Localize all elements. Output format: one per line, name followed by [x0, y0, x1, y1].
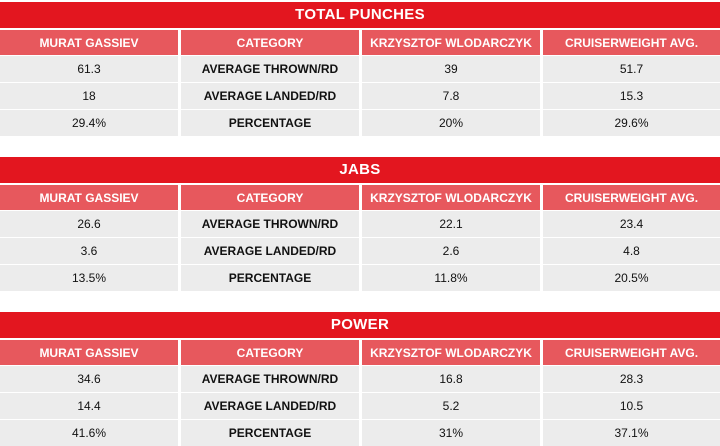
table-cell: 14.4: [0, 393, 178, 419]
column-header: MURAT GASSIEV: [0, 30, 178, 55]
table-cell: 29.4%: [0, 110, 178, 136]
table-header-row: [0, 340, 720, 365]
table-row: [0, 56, 720, 82]
section-power: [0, 312, 720, 446]
table-cell: 11.8%: [362, 265, 540, 291]
column-header: CRUISERWEIGHT AVG.: [543, 340, 720, 365]
table-cell: 39: [362, 56, 540, 82]
table-cell: 29.6%: [543, 110, 720, 136]
table-row: [0, 110, 720, 136]
category-cell: AVERAGE LANDED/RD: [181, 393, 359, 419]
table-cell: 34.6: [0, 366, 178, 392]
table-cell: 31%: [362, 420, 540, 446]
column-header: CATEGORY: [181, 30, 359, 55]
category-cell: PERCENTAGE: [181, 265, 359, 291]
category-cell: AVERAGE THROWN/RD: [181, 366, 359, 392]
column-header: MURAT GASSIEV: [0, 340, 178, 365]
column-header: KRZYSZTOF WLODARCZYK: [362, 185, 540, 210]
table-header-row: [0, 185, 720, 210]
table-cell: 7.8: [362, 83, 540, 109]
table-cell: 61.3: [0, 56, 178, 82]
table-row: [0, 366, 720, 392]
table-row: [0, 211, 720, 237]
column-header: CRUISERWEIGHT AVG.: [543, 30, 720, 55]
column-header: KRZYSZTOF WLODARCZYK: [362, 340, 540, 365]
column-header: CATEGORY: [181, 340, 359, 365]
section-title: JABS: [0, 157, 720, 183]
table-row: [0, 265, 720, 291]
table-cell: 4.8: [543, 238, 720, 264]
table-row: [0, 420, 720, 446]
table-cell: 18: [0, 83, 178, 109]
table-cell: 2.6: [362, 238, 540, 264]
column-header: MURAT GASSIEV: [0, 185, 178, 210]
table-cell: 20.5%: [543, 265, 720, 291]
table-cell: 5.2: [362, 393, 540, 419]
table-row: [0, 393, 720, 419]
table-cell: 3.6: [0, 238, 178, 264]
table-row: [0, 238, 720, 264]
table-cell: 23.4: [543, 211, 720, 237]
table-cell: 16.8: [362, 366, 540, 392]
table-cell: 37.1%: [543, 420, 720, 446]
section-title: POWER: [0, 312, 720, 338]
table-cell: 10.5: [543, 393, 720, 419]
table-cell: 26.6: [0, 211, 178, 237]
column-header: CATEGORY: [181, 185, 359, 210]
category-cell: PERCENTAGE: [181, 420, 359, 446]
table-row: [0, 83, 720, 109]
table-cell: 22.1: [362, 211, 540, 237]
category-cell: PERCENTAGE: [181, 110, 359, 136]
table-cell: 51.7: [543, 56, 720, 82]
category-cell: AVERAGE LANDED/RD: [181, 83, 359, 109]
table-cell: 13.5%: [0, 265, 178, 291]
table-cell: 20%: [362, 110, 540, 136]
section-total-punches: [0, 2, 720, 136]
table-cell: 15.3: [543, 83, 720, 109]
section-title: TOTAL PUNCHES: [0, 2, 720, 28]
table-cell: 41.6%: [0, 420, 178, 446]
column-header: KRZYSZTOF WLODARCZYK: [362, 30, 540, 55]
category-cell: AVERAGE LANDED/RD: [181, 238, 359, 264]
column-header: CRUISERWEIGHT AVG.: [543, 185, 720, 210]
category-cell: AVERAGE THROWN/RD: [181, 56, 359, 82]
category-cell: AVERAGE THROWN/RD: [181, 211, 359, 237]
table-header-row: [0, 30, 720, 55]
table-cell: 28.3: [543, 366, 720, 392]
section-jabs: [0, 157, 720, 291]
